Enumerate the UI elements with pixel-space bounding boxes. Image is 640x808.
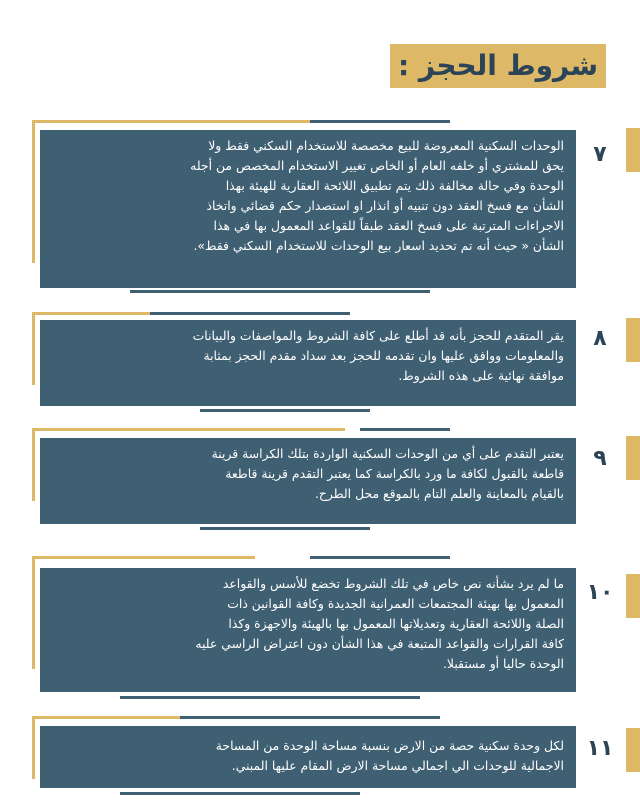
condition-text-box [40, 130, 576, 288]
text-line: الشأن « حيث أنه تم تحديد اسعار بيع الوحدات للاستخدام السكني فقط». [193, 238, 564, 253]
condition-item-11 [0, 716, 640, 808]
text-line: الشأن مع فسخ العقد دون تنبيه أو انذار او استصدار حكم قضائي واتخاذ [206, 198, 564, 213]
bottom-accent-line [120, 792, 360, 795]
condition-text-box [40, 568, 576, 692]
condition-text-box [40, 320, 576, 406]
text-line: الاجمالية للوحدات الي اجمالي مساحة الارض المقام عليها المبني. [231, 758, 564, 773]
text-line: الوحدة حاليا أو مستقبلا. [442, 656, 564, 671]
gold-tab [626, 436, 640, 480]
text-line: قاطعة بالقبول لكافة ما ورد بالكراسة كما يعتبر التقدم قرينة قاطعة [225, 466, 564, 481]
bottom-accent-line [120, 696, 420, 699]
condition-item-9 [0, 428, 640, 532]
text-line: الصلة واللائحة العقارية وتعديلاتها المعمول بها بالهيئة والاجهزة وكذا [228, 616, 564, 631]
text-line: ما لم يرد بشأنه نص خاص في تلك الشروط تخضع للأسس والقواعد [222, 576, 564, 591]
condition-number: ٩ [593, 446, 607, 471]
text-line: لكل وحدة سكنية حصة من الارض بنسبة مساحة الوحدة من المساحة [215, 738, 564, 753]
condition-number: ٧ [593, 142, 607, 167]
text-line: يقر المتقدم للحجز بأنه قد أطلع على كافة الشروط والمواصفات والبيانات [192, 328, 564, 343]
top-accent-line [310, 556, 450, 559]
top-accent-line [180, 716, 440, 719]
page-title: شروط الحجز : [390, 44, 606, 88]
text-line: بالقيام بالمعاينة والعلم التام بالموقع محل الطرح. [314, 486, 564, 501]
text-line: يعتبر التقدم على أي من الوحدات السكنية الواردة بتلك الكراسة قرينة [211, 446, 564, 461]
bottom-accent-line [200, 527, 370, 530]
text-line: المعمول بها بهيئة المجتمعات العمرانية الجديدة وكافة القوانين ذات [227, 596, 564, 611]
text-line: كافة القرارات والقواعد المتبعة في هذا الشأن دون اعتراض الراسي عليه [195, 636, 564, 651]
top-accent-line [310, 120, 450, 123]
text-line: الوحدة وفي حالة مخالفة ذلك يتم تطبيق اللائحة العقارية للهيئة بهذا [225, 178, 564, 193]
condition-number: ١١ [586, 736, 614, 761]
gold-tab [626, 318, 640, 362]
text-line: الاجراءات المترتبة على فسخ العقد طبقاً للقواعد المعمول بها في هذا [213, 218, 564, 233]
text-line: والمعلومات ووافق عليها وان تقدمه للحجز بعد سداد مقدم الحجز بمثابة [203, 348, 564, 363]
gold-tab [626, 128, 640, 172]
condition-number: ٨ [593, 326, 607, 351]
bottom-accent-line [200, 409, 370, 412]
text-line: يحق للمشتري أو خلفه العام أو الخاص تغيير الاستخدام المخصص من أجله [190, 158, 564, 173]
condition-item-10 [0, 556, 640, 702]
condition-number: ١٠ [586, 580, 614, 605]
condition-item-7 [0, 118, 640, 298]
text-line: موافقة نهائية على هذه الشروط. [398, 368, 564, 383]
top-accent-line [360, 428, 450, 431]
gold-tab [626, 728, 640, 772]
bottom-accent-line [130, 290, 430, 293]
condition-text-box [40, 438, 576, 524]
text-line: الوحدات السكنية المعروضة للبيع مخصصة للاستخدام السكني فقط ولا [208, 138, 564, 153]
gold-tab [626, 574, 640, 618]
top-accent-line [150, 312, 350, 315]
condition-text-box [40, 726, 576, 788]
condition-item-8 [0, 312, 640, 416]
